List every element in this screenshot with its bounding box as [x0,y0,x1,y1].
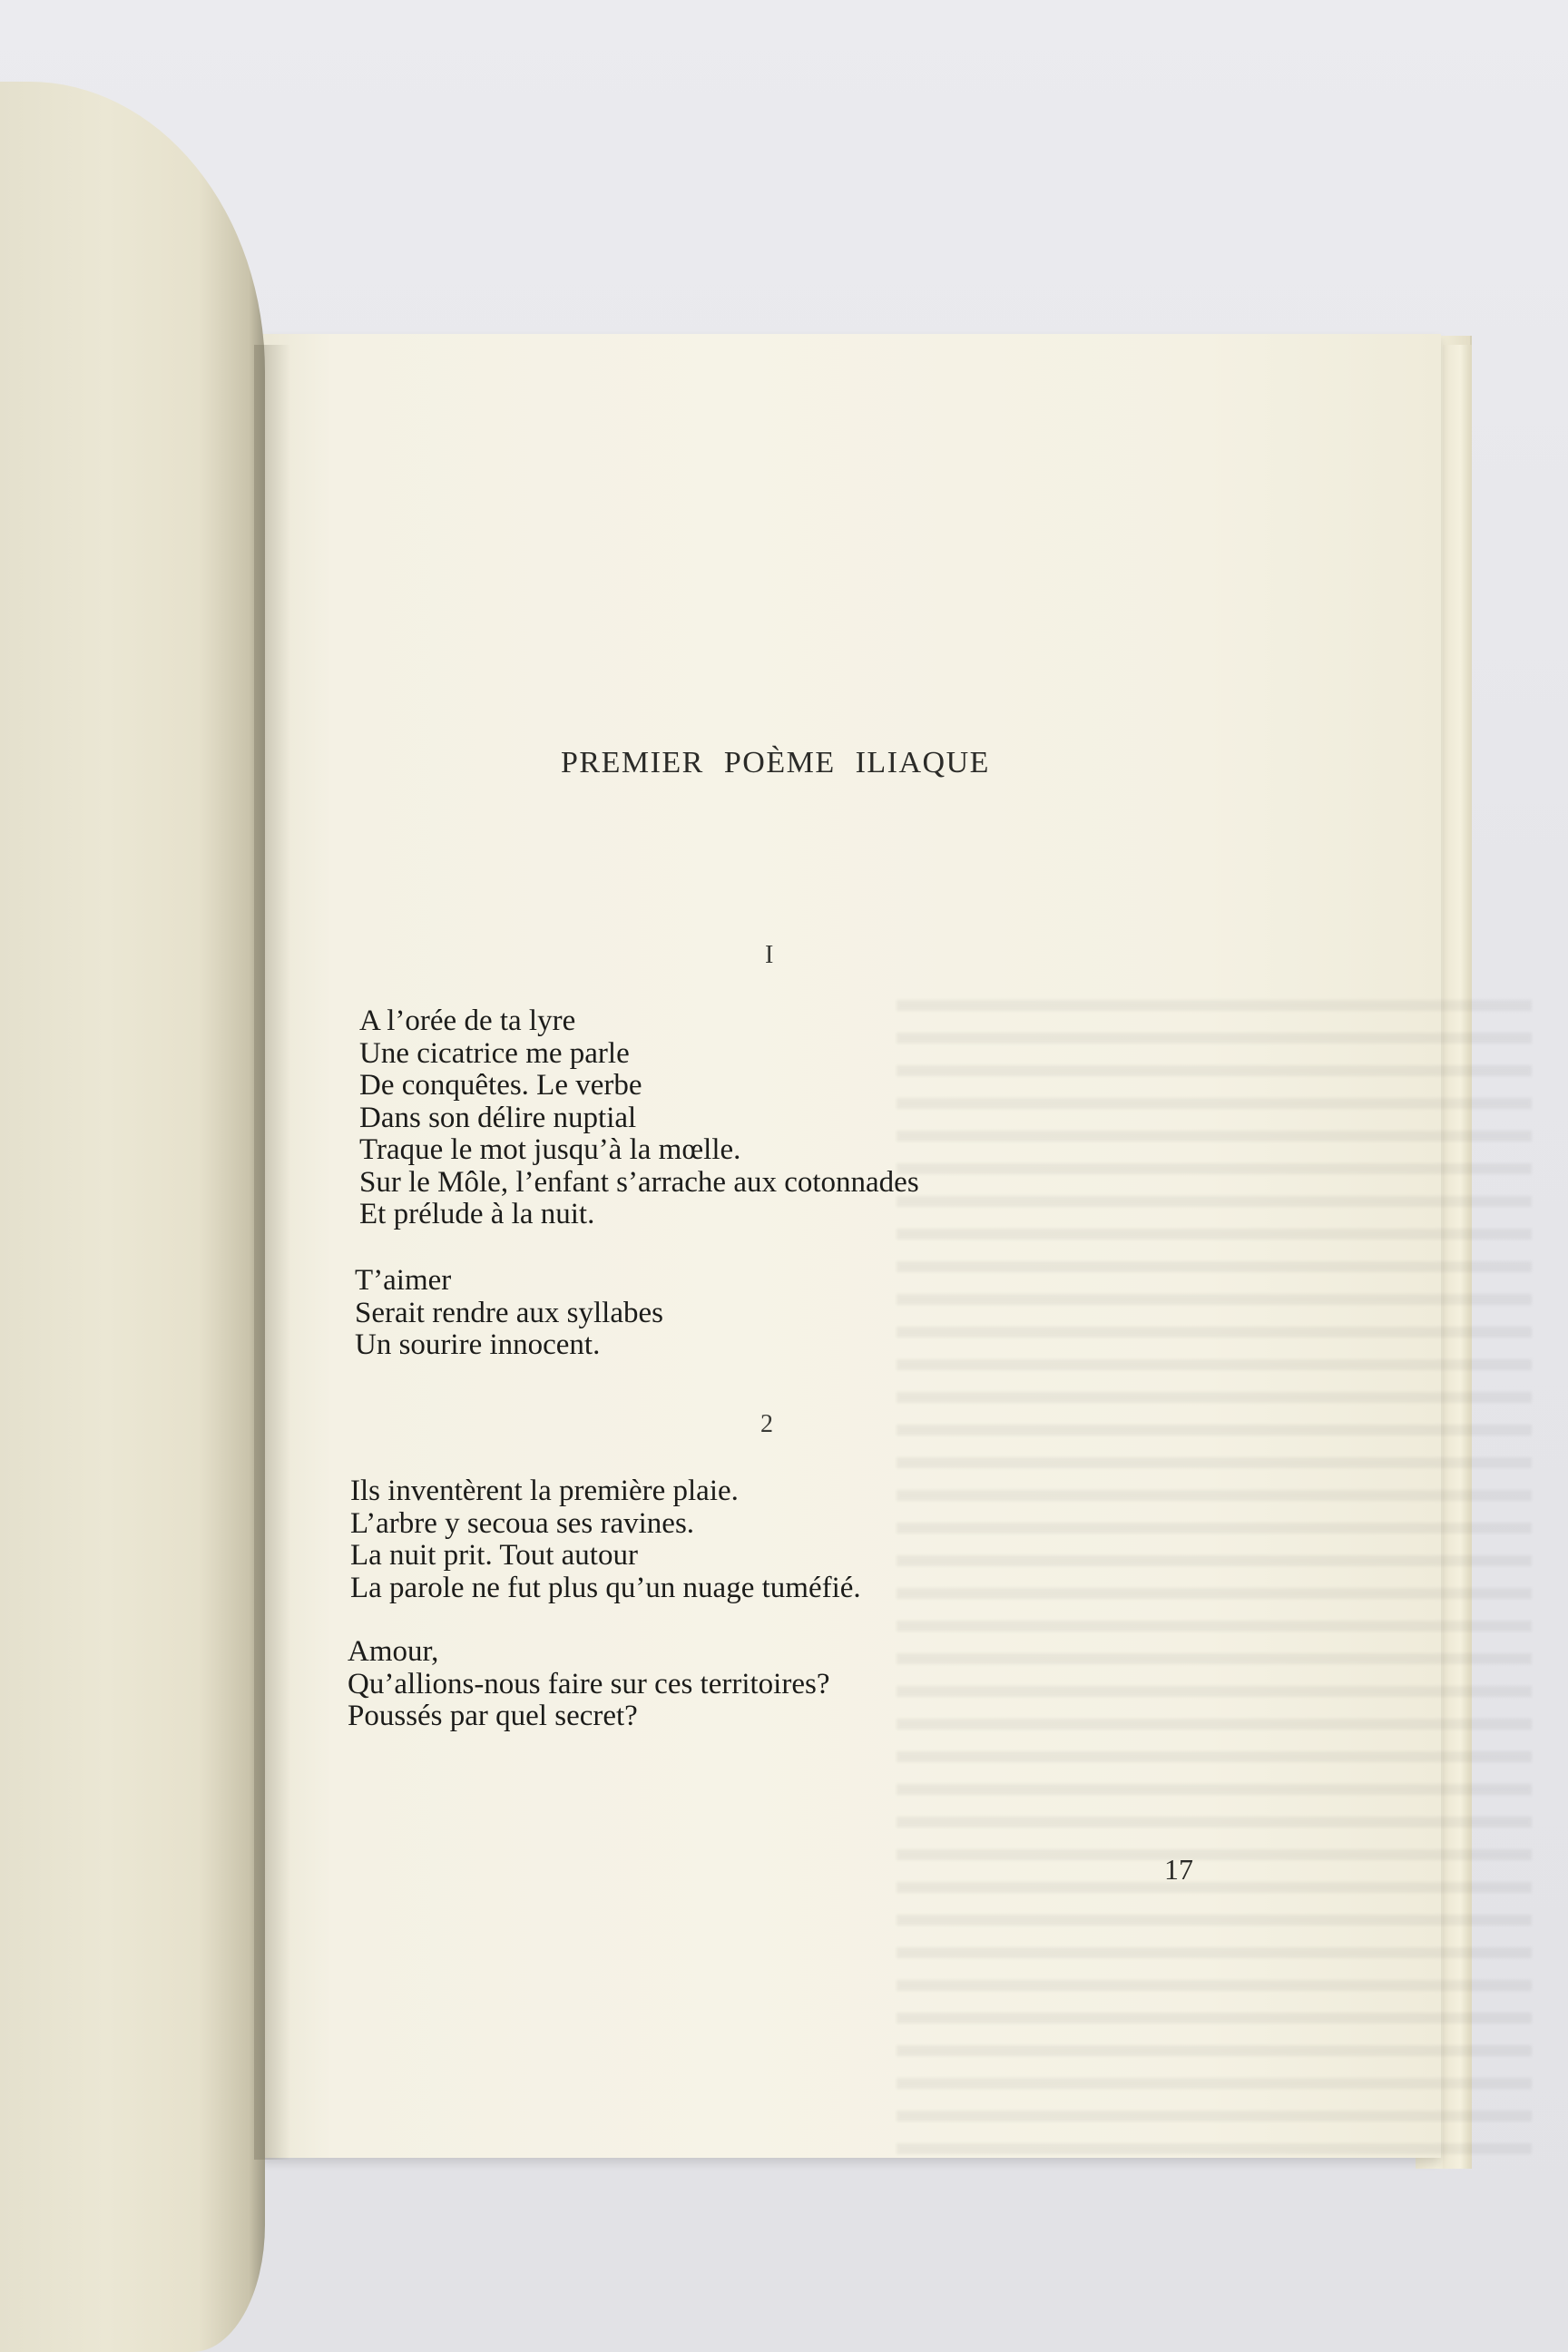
verse-line: A l’orée de ta lyre [359,1004,576,1037]
left-page-curl [0,82,265,2352]
stanza-1-2 [355,1265,663,1362]
verse-line: Un sourire innocent. [355,1328,601,1361]
right-page [261,334,1441,2158]
verse-line: T’aimer [355,1264,452,1297]
stanza-2-1 [350,1475,861,1604]
poem-title [561,746,990,780]
page-number: 17 [1164,1853,1193,1886]
verse-line: Qu’allions-nous faire sur ces territoires? [348,1667,830,1700]
verse-line: Amour, [348,1635,439,1668]
stanza-1-1 [359,1005,919,1231]
title-word-3: ILIAQUE [855,746,990,779]
verse-line: Une cicatrice me parle [359,1036,630,1070]
verse-line: De conquêtes. Le verbe [359,1069,642,1102]
title-word-2: POÈME [723,746,836,779]
verse-line: Et prélude à la nuit. [359,1198,595,1230]
verse-line: Sur le Môle, l’enfant s’arrache aux cotonnades [359,1165,919,1199]
verse-line: La nuit prit. Tout autour [350,1539,638,1572]
verse-line: Ils inventèrent la première plaie. [350,1475,739,1507]
section-number-2: 2 [760,1410,773,1438]
verse-line: L’arbre y secoua ses ravines. [350,1506,695,1540]
title-word-1: PREMIER [561,746,704,779]
verse-line: Poussés par quel secret? [348,1700,638,1732]
gutter-shadow [254,345,290,2160]
section-number-1: I [765,941,774,969]
verse-line: Serait rendre aux syllabes [355,1296,663,1329]
stanza-2-2 [348,1636,829,1733]
verse-line: La parole ne fut plus qu’un nuage tuméfié. [350,1571,861,1604]
verse-line: Dans son délire nuptial [359,1101,637,1134]
show-through-text [897,987,1532,2167]
verse-line: Traque le mot jusqu’à la mœlle. [359,1133,741,1166]
